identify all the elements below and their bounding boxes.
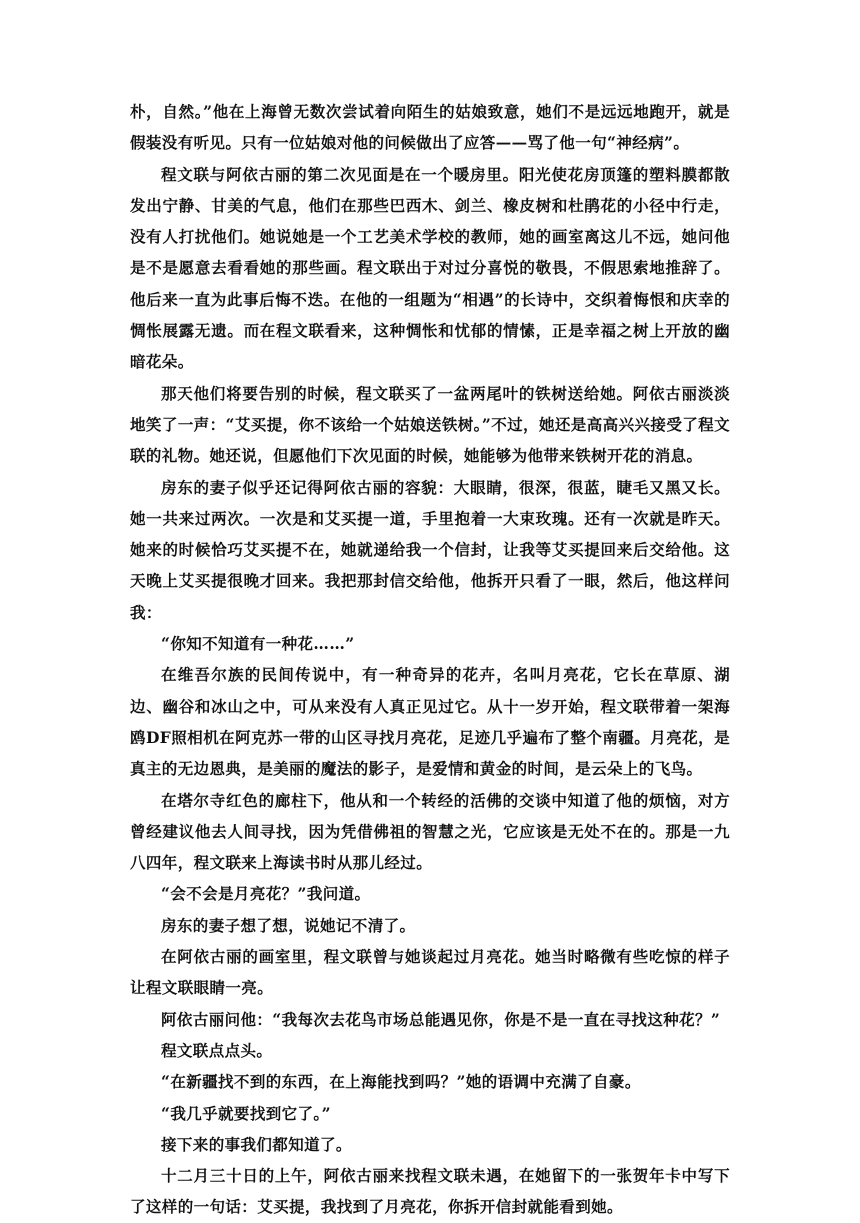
paragraph-1: 朴，自然。”他在上海曾无数次尝试着向陌生的姑娘致意，她们不是远远地跑开，就是假装没有听见。只有一位姑娘对他的问候做出了应答——骂了他一句“神经病”。 [130,102,730,153]
paragraph-3: 那天他们将要告别的时候，程文联买了一盆两尾叶的铁树送给她。阿依古丽淡淡地笑了一声：“艾买提，你不该给一个姑娘送铁树。”不过，她还是高高兴兴接受了程文联的礼物。她还说，但愿他们下次见面的时候，她能够为他带来铁树开花的消息。 [130,383,730,466]
paragraph-10: 在阿依古丽的画室里，程文联曾与她谈起过月亮花。她当时略微有些吃惊的样子让程文联眼睛一亮。 [130,947,730,998]
paragraph-15: 接下来的事我们都知道了。 [161,1134,352,1154]
paragraph-7: 在塔尔寺红色的廊柱下，他从和一个转经的活佛的交谈中知道了他的烦恼，对方曾经建议他去人间寻找，因为凭借佛祖的智慧之光，它应该是无处不在的。那是一九八四年，程文联来上海读书时从那儿经过。 [130,790,730,873]
paragraph-12: 程文联点点头。 [161,1040,273,1060]
paragraph-6: 在维吾尔族的民间传说中，有一种奇异的花卉，名叫月亮花，它长在草原、湖边、幽谷和冰山之中，可从来没有人真正见过它。从十一岁开始，程文联带着一架海鸥DF照相机在阿克苏一带的山区寻找月亮花，足迹几乎遍布了整个南疆。月亮花，是真主的无边恩典，是美丽的魔法的影子，是爱情和黄金的时间，是云朵上的飞鸟。 [130,665,730,779]
paragraph-9: 房东的妻子想了想，说她记不清了。 [161,915,416,935]
article-body [130,96,730,1223]
paragraph-8: “会不会是月亮花？”我问道。 [161,884,371,904]
paragraph-4: 房东的妻子似乎还记得阿依古丽的容貌：大眼睛，很深，很蓝，睫毛又黑又长。她一共来过两次。一次是和艾买提一道，手里抱着一大束玫瑰。还有一次就是昨天。她来的时候恰巧艾买提不在，她就递给我一个信封，让我等艾买提回来后交给他。这天晚上艾买提很晚才回来。我把那封信交给他，他拆开只看了一眼，然后，他这样问我： [130,477,730,622]
paragraph-16: 十二月三十日的上午，阿依古丽来找程文联未遇，在她留下的一张贺年卡中写下了这样的一句话：艾买提，我找到了月亮花，你拆开信封就能看到她。 [130,1166,730,1217]
paragraph-11: 阿依古丽问他：“我每次去花鸟市场总能遇见你，你是不是一直在寻找这种花？” [161,1009,721,1029]
paragraph-5: “你知不知道有一种花……” [161,634,355,654]
paragraph-13: “在新疆找不到的东西，在上海能找到吗？”她的语调中充满了自豪。 [161,1072,641,1092]
paragraph-14: “我几乎就要找到它了。” [161,1103,331,1123]
paragraph-2: 程文联与阿依古丽的第二次见面是在一个暖房里。阳光使花房顶篷的塑料膜都散发出宁静、甘美的气息，他们在那些巴西木、剑兰、橡皮树和杜鹃花的小径中行走，没有人打扰他们。她说她是一个工艺美术学校的教师，她的画室离这儿不远，她问他是不是愿意去看看她的那些画。程文联出于对过分喜悦的敬畏，不假思索地推辞了。他后来一直为此事后悔不迭。在他的一组题为“相遇”的长诗中，交织着悔恨和庆幸的惆怅展露无遗。而在程文联看来，这种惆怅和忧郁的情愫，正是幸福之树上开放的幽暗花朵。 [130,164,730,372]
